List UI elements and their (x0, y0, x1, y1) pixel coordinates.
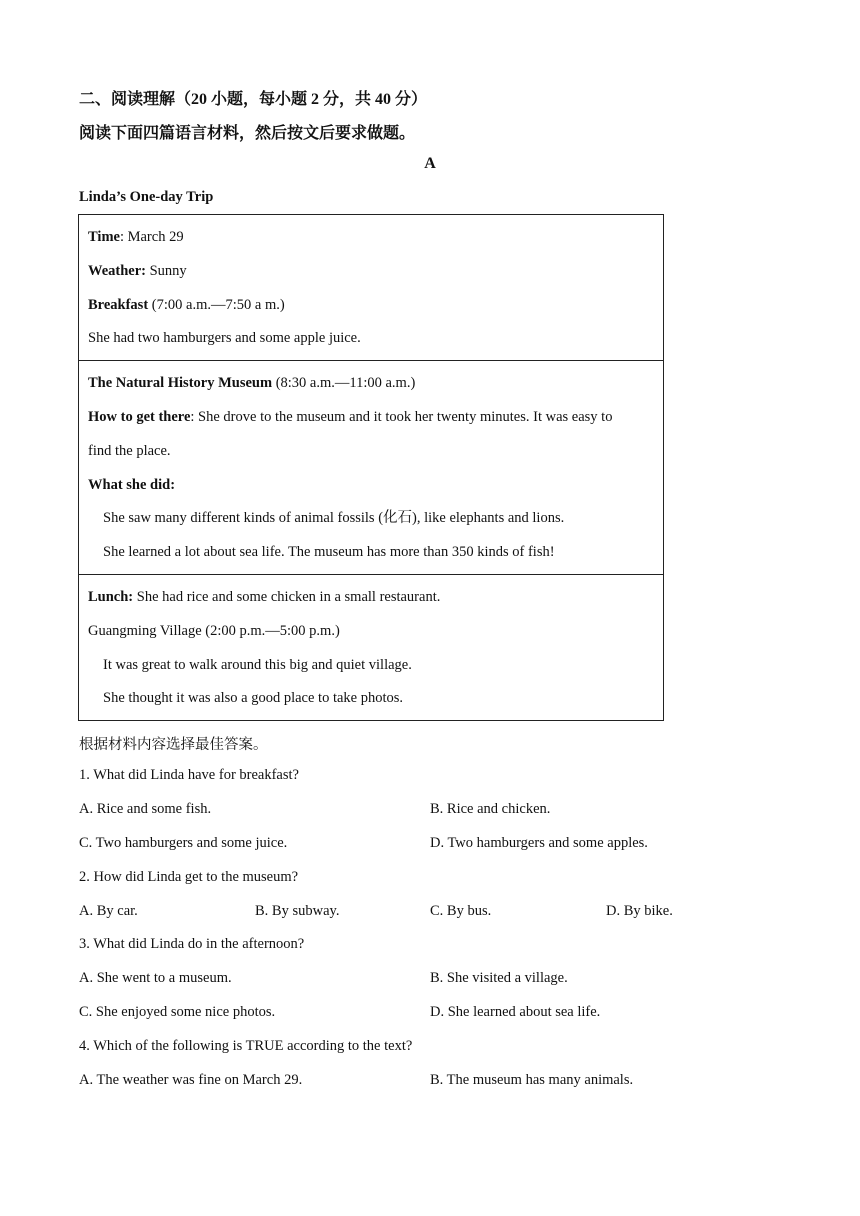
option-b: B. She visited a village. (430, 970, 568, 986)
option-b: B. By subway. (255, 903, 340, 919)
trip-title: Linda’s One-day Trip (79, 189, 214, 205)
option-d: D. She learned about sea life. (430, 1004, 601, 1020)
weather-value: Sunny (145, 262, 187, 279)
did-item-fossils: She saw many different kinds of animal fossils (化石), like elephants and lions. (103, 510, 565, 527)
how-text: : She drove to the museum and it took her twenty minutes. It was easy to (190, 408, 613, 425)
instructions: 阅读下面四篇语言材料，然后按文后要求做题。 (79, 125, 416, 142)
option-c: C. By bus. (430, 903, 492, 919)
option-a: A. She went to a museum. (79, 970, 232, 986)
village-photos: She thought it was also a good place to take photos. (103, 690, 404, 707)
option-a: A. The weather was fine on March 29. (79, 1072, 303, 1088)
option-a: A. By car. (79, 903, 138, 919)
section-title: 二、阅读理解（20 小题，每小题 2 分，共 40 分） (79, 91, 428, 108)
how-text-continued: find the place. (88, 442, 171, 459)
breakfast-text: She had two hamburgers and some apple juice. (88, 330, 361, 347)
lunch-text: She had rice and some chicken in a small restaurant. (133, 588, 441, 605)
question-stem: 2. How did Linda get to the museum? (79, 869, 299, 885)
how-row (88, 401, 655, 435)
option-b: B. The museum has many animals. (430, 1072, 634, 1088)
village-walk: It was great to walk around this big and quiet village. (103, 656, 412, 673)
option-b: B. Rice and chicken. (430, 801, 551, 817)
option-a: A. Rice and some fish. (79, 801, 212, 817)
breakfast-time: (7:00 a.m.—7:50 a m.) (148, 296, 285, 313)
breakfast-label: Breakfast (88, 296, 149, 313)
lunch-label: Lunch: (88, 588, 134, 605)
museum-time: (8:30 a.m.—11:00 a.m.) (272, 375, 416, 392)
time-row (88, 221, 655, 255)
option-d: D. By bike. (606, 903, 673, 919)
museum-row (88, 367, 655, 401)
question-stem: 4. Which of the following is TRUE according to the text? (79, 1038, 413, 1054)
weather-row (88, 255, 655, 289)
did-item-sea-life: She learned a lot about sea life. The museum has more than 350 kinds of fish! (103, 544, 555, 561)
time-label: Time (88, 229, 120, 245)
museum-label: The Natural History Museum (88, 375, 273, 392)
village-row: Guangming Village (2:00 p.m.—5:00 p.m.) (88, 622, 340, 639)
question-stem: 1. What did Linda have for breakfast? (79, 767, 299, 783)
did-label-row (88, 469, 655, 503)
question-stem: 3. What did Linda do in the afternoon? (79, 936, 305, 952)
breakfast-row (88, 289, 655, 323)
passage-letter: A (424, 155, 436, 172)
lunch-row (88, 581, 655, 615)
weather-label: Weather: (88, 262, 146, 279)
afternoon-cell (79, 575, 663, 720)
option-c: C. Two hamburgers and some juice. (79, 835, 288, 851)
breakfast-cell (79, 215, 663, 361)
option-d: D. Two hamburgers and some apples. (430, 835, 648, 851)
time-value: : March 29 (119, 229, 184, 245)
how-label: How to get there (88, 408, 191, 425)
museum-cell (79, 361, 663, 575)
option-c: C. She enjoyed some nice photos. (79, 1004, 276, 1020)
trip-table (78, 214, 664, 721)
did-label: What she did: (88, 476, 176, 493)
choose-prompt: 根据材料内容选择最佳答案。 (79, 737, 268, 753)
